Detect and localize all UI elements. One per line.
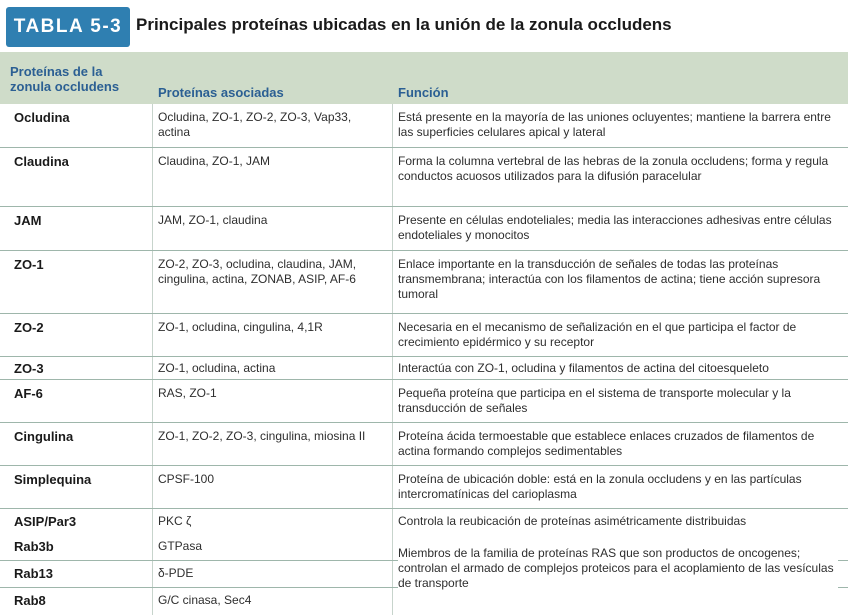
associated-proteins: PKC ζ [158, 514, 192, 528]
table-row [0, 588, 848, 615]
protein-name: JAM [14, 213, 42, 228]
associated-proteins: δ-PDE [158, 566, 194, 580]
table-row [0, 104, 848, 148]
associated-proteins: G/C cinasa, Sec4 [158, 593, 252, 607]
protein-name: ZO-2 [14, 320, 44, 335]
header-proteins-line1: Proteínas de la [10, 64, 103, 79]
table-number: TABLA 5-3 [13, 16, 123, 37]
protein-name: ASIP/Par3 [14, 514, 77, 529]
protein-function: Necesaria en el mecanismo de señalización en el que participa el factor de crecimiento epidérmico y su receptor [398, 320, 797, 349]
associated-proteins: CPSF-100 [158, 472, 215, 486]
associated-proteins: ZO-1, ZO-2, ZO-3, cingulina, miosina II [158, 429, 366, 443]
associated-proteins: GTPasa [158, 539, 203, 553]
table-row [0, 380, 848, 423]
associated-proteins: RAS, ZO-1 [158, 386, 217, 400]
table-row [0, 357, 848, 380]
protein-name: Ocludina [14, 110, 70, 125]
protein-function: Presente en células endoteliales; media las interacciones adhesivas entre células endoteliales y monocitos [398, 213, 832, 242]
header-proteins [10, 64, 119, 94]
rab-proteins-function: Miembros de la familia de proteínas RAS que son productos de oncogenes; controlan el armado de complejos proteicos para el acoplamiento de las vesículas de transporte [398, 544, 838, 591]
protein-function: Pequeña proteína que participa en el sistema de transporte molecular y la transducción de señales [398, 386, 791, 415]
table-row [0, 509, 848, 534]
protein-name: AF-6 [14, 386, 43, 401]
table-title-bar [0, 0, 848, 52]
associated-proteins: JAM, ZO-1, claudina [158, 213, 268, 227]
protein-name: Rab13 [14, 566, 54, 581]
associated-proteins: ZO-1, ocludina, cingulina, 4,1R [158, 320, 323, 334]
protein-name: Rab8 [14, 593, 46, 608]
protein-name: Rab3b [14, 539, 54, 554]
associated-proteins: Claudina, ZO-1, JAM [158, 154, 271, 168]
associated-proteins: ZO-2, ZO-3, ocludina, claudina, JAM, cingulina, actina, ZONAB, ASIP, AF-6 [158, 257, 357, 286]
associated-proteins: ZO-1, ocludina, actina [158, 361, 276, 375]
table-title: Principales proteínas ubicadas en la unión de la zonula occludens [136, 15, 672, 34]
header-associated: Proteínas asociadas [158, 85, 284, 100]
associated-proteins: Ocludina, ZO-1, ZO-2, ZO-3, Vap33, actina [158, 110, 352, 139]
protein-name: ZO-1 [14, 257, 44, 272]
protein-function: Está presente en la mayoría de las uniones ocluyentes; mantiene la barrera entre las superficies celulares apical y lateral [398, 110, 831, 139]
header-function: Función [398, 85, 449, 100]
protein-function: Controla la reubicación de proteínas asimétricamente distribuidas [398, 514, 747, 528]
header-proteins-line2: zonula occludens [10, 79, 120, 94]
protein-function: Proteína de ubicación doble: está en la zonula occludens y en las partículas intercromatínicas del carioplasma [398, 472, 802, 501]
table-row [0, 148, 848, 207]
protein-name: Claudina [14, 154, 69, 169]
table-row [0, 207, 848, 251]
table-row [0, 423, 848, 466]
protein-function: Proteína ácida termoestable que establece enlaces cruzados de filamentos de actina formando complejos sedimentables [398, 429, 815, 458]
table-row [0, 466, 848, 509]
protein-function: Interactúa con ZO-1, ocludina y filamentos de actina del citoesqueleto [398, 361, 769, 375]
protein-function: Enlace importante en la transducción de señales de todas las proteínas transmembrana; interactúa con los filamentos de actina; tiene acción supresora tumoral [398, 257, 821, 301]
protein-function: Forma la columna vertebral de las hebras de la zonula occludens; forma y regula conductos acuosos utilizados para la difusión paracelular [398, 154, 829, 183]
protein-name: ZO-3 [14, 361, 44, 376]
table-row [0, 314, 848, 357]
protein-name: Simplequina [14, 472, 92, 487]
protein-name: Cingulina [14, 429, 74, 444]
table-number-badge [6, 7, 130, 47]
table-row [0, 251, 848, 314]
